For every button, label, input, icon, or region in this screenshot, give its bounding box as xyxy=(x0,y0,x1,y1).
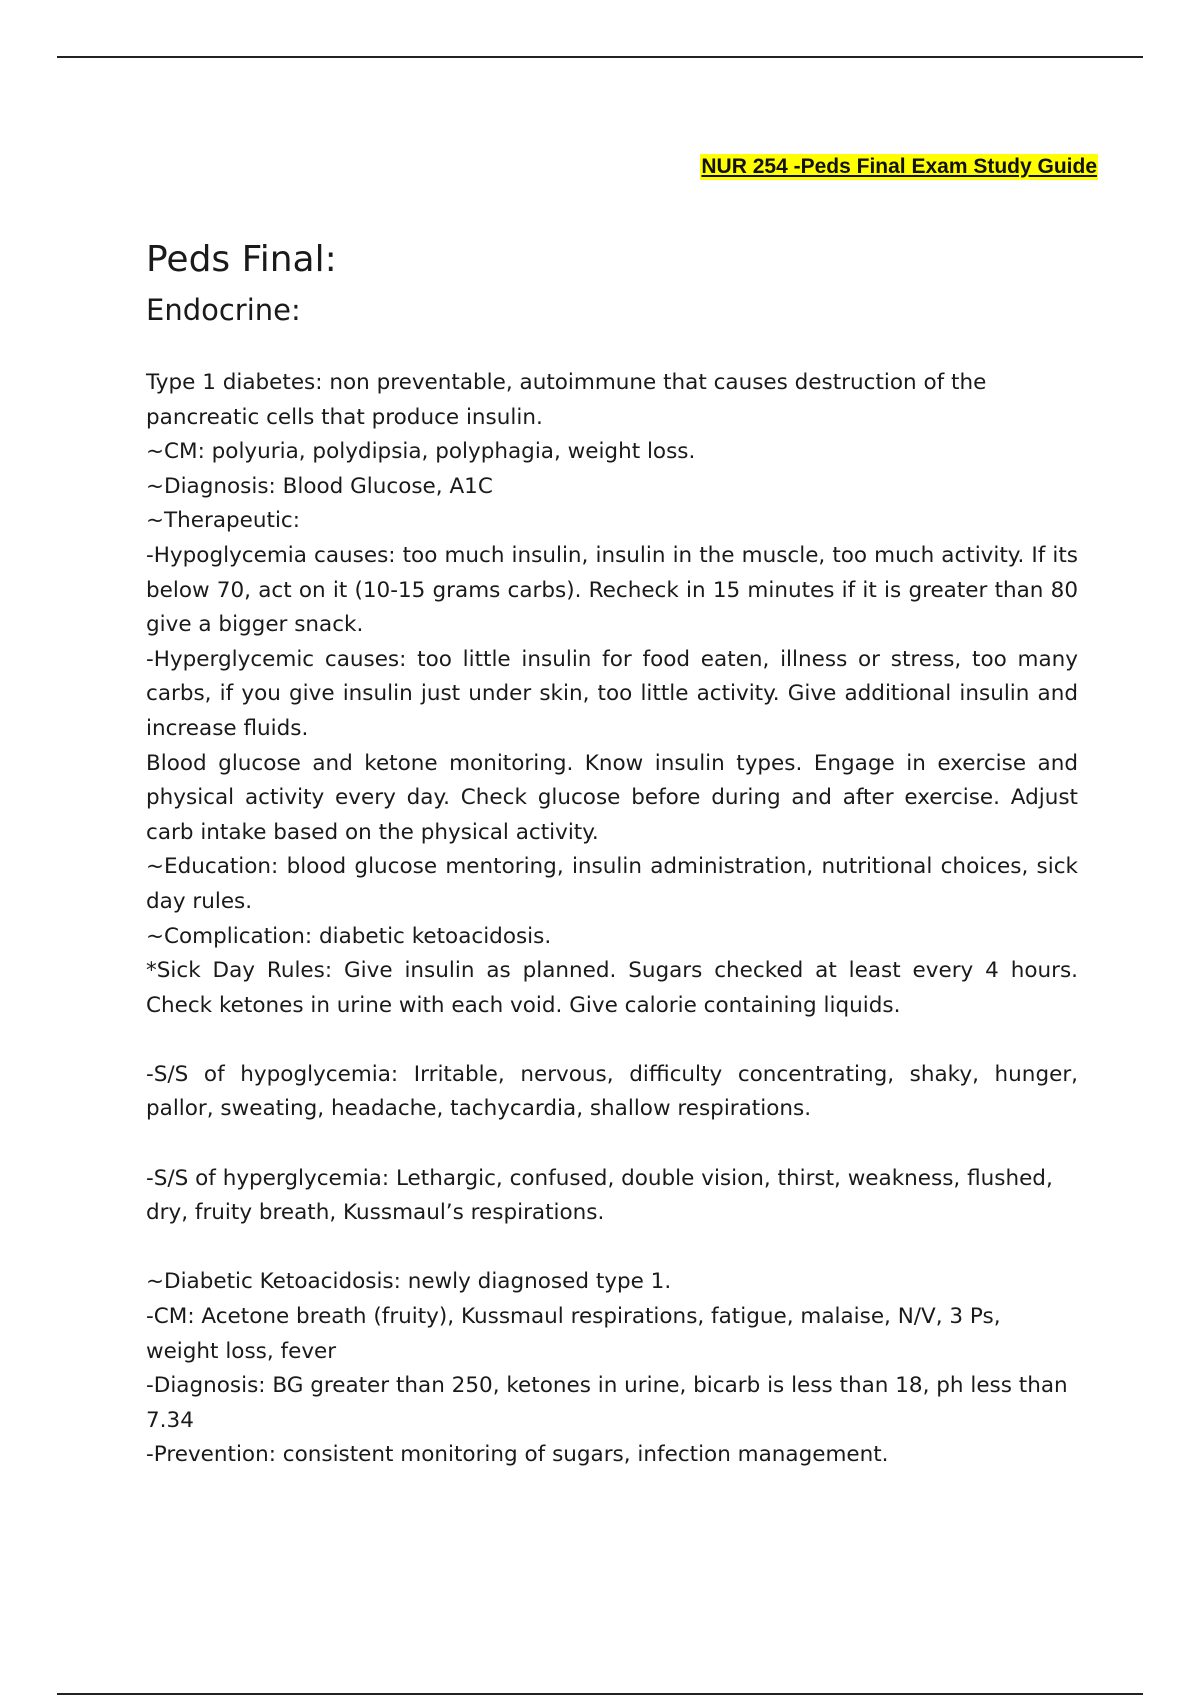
body-paragraph: ~Diabetic Ketoacidosis: newly diagnosed type 1. xyxy=(146,1269,672,1295)
body-paragraph: ~Complication: diabetic ketoacidosis. xyxy=(146,923,552,949)
body-paragraph: Blood glucose and ketone monitoring. Know insulin types. Engage in exercise and physical activity every day. Check glucose before during and after exercise. Adjust carb intake based on the physical activity. xyxy=(146,750,1078,845)
bottom-rule xyxy=(57,1693,1143,1695)
body-paragraph: -Hypoglycemia causes: too much insulin, insulin in the muscle, too much activity. If its below 70, act on it (10-15 grams carbs). Recheck in 15 minutes if it is greater than 80 give a bigger snack. xyxy=(146,542,1078,638)
paragraph-spacer xyxy=(146,1127,1078,1162)
paragraph-spacer xyxy=(146,1231,1078,1266)
body-paragraph: ~Diagnosis: Blood Glucose, A1C xyxy=(146,473,493,499)
body-paragraph: -CM: Acetone breath (fruity), Kussmaul respirations, fatigue, malaise, N/V, 3 Ps, weight loss, fever xyxy=(146,1304,1001,1364)
body-paragraph: ~CM: polyuria, polydipsia, polyphagia, weight loss. xyxy=(146,439,696,465)
body-paragraph: -S/S of hypoglycemia: Irritable, nervous, difficulty concentrating, shaky, hunger, pallor, sweating, headache, tachycardia, shallow respirations. xyxy=(146,1061,1078,1122)
body-paragraph: ~Therapeutic: xyxy=(146,508,300,534)
body-paragraph: -S/S of hyperglycemia: Lethargic, confused, double vision, thirst, weakness, flushed, dry, fruity breath, Kussmaul’s respirations. xyxy=(146,1165,1053,1226)
body-text xyxy=(146,366,1078,1473)
body-paragraph: -Hyperglycemic causes: too little insulin for food eaten, illness or stress, too many carbs, if you give insulin just under skin, too little activity. Give additional insulin and increase fluids. xyxy=(146,646,1078,741)
top-rule xyxy=(57,56,1143,58)
body-paragraph: *Sick Day Rules: Give insulin as planned. Sugars checked at least every 4 hours. Check ketones in urine with each void. Give calorie containing liquids. xyxy=(146,958,1078,1018)
body-paragraph: ~Education: blood glucose mentoring, insulin administration, nutritional choices, sick day rules. xyxy=(146,854,1078,914)
section-heading: Endocrine: xyxy=(146,293,301,327)
document-header-title: NUR 254 -Peds Final Exam Study Guide xyxy=(701,155,1097,178)
paragraph-spacer xyxy=(146,1023,1078,1058)
page-title: Peds Final: xyxy=(146,239,337,280)
body-paragraph: Type 1 diabetes: non preventable, autoimmune that causes destruction of the pancreatic cells that produce insulin. xyxy=(146,370,987,430)
body-paragraph: -Diagnosis: BG greater than 250, ketones in urine, bicarb is less than 18, ph less than 7.34 xyxy=(146,1373,1068,1433)
body-paragraph: -Prevention: consistent monitoring of sugars, infection management. xyxy=(146,1442,889,1468)
